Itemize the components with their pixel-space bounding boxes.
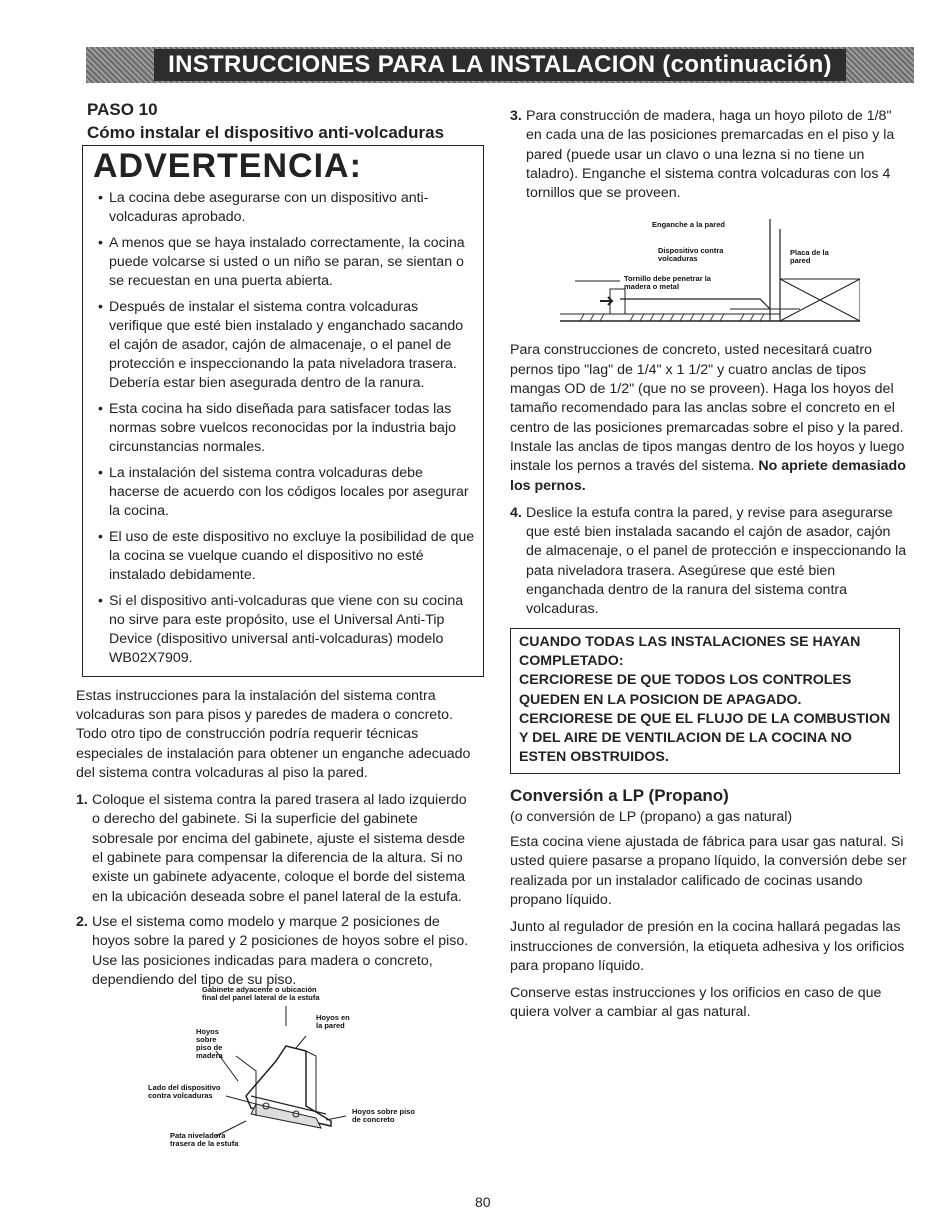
- step-title: Cómo instalar el dispositivo anti-volcaduras: [87, 123, 445, 142]
- warning-item: • Si el dispositivo anti-volcaduras que viene con su cocina no sirve para este propósito, use el Universal Anti-Tip Device (dispositivo universal anti-volcaduras) modelo WB02X7909.: [91, 592, 475, 668]
- warning-item: • La cocina debe asegurarse con un dispositivo anti-volcaduras aprobado.: [91, 189, 475, 227]
- page-number: 80: [475, 1194, 491, 1210]
- completion-notice-box: [510, 628, 900, 774]
- warning-item: • La instalación del sistema contra volcaduras debe hacerse de acuerdo con los códigos locales por asegurar la cocina.: [91, 464, 475, 521]
- step-text: Para construcción de madera, haga un hoyo piloto de 1/8" en cada una de las posiciones premarcadas en el piso y la pared (puede usar un clavo o una lezna si no tiene un taladro). Enganche el sistema contra volcaduras con los 4 tornillos que se proveen.: [526, 108, 895, 202]
- warning-title: ADVERTENCIA:: [93, 147, 362, 185]
- warning-item: • A menos que se haya instalado correctamente, la cocina puede volcarse si usted o un niño se paran, se sientan o se recuestan en una puerta abierta.: [91, 234, 475, 291]
- lp-subtitle: (o conversión de LP (propano) a gas natural): [510, 808, 793, 825]
- warning-item: • Después de instalar el sistema contra volcaduras verifique que esté bien instalado y enganchado sacando el cajón de asador, cajón de almacenaje, o el panel de protección e inspeccionando la pata niveladora trasera. Debería estar bien asegurada dentro de la ranura.: [91, 298, 475, 393]
- step-text: Use el sistema como modelo y marque 2 posiciones de hoyos sobre la pared y 2 posiciones de hoyos sobre el piso. Use las posiciones indicadas para madera o concreto, dependiendo del tipo de su piso.: [92, 913, 469, 988]
- step-num: 1.: [76, 792, 88, 809]
- warning-box: [82, 145, 484, 677]
- warning-item: • Esta cocina ha sido diseñada para satisfacer todas las normas sobre vuelcos reconocidas por la industria bajo circunstancias normales.: [91, 400, 475, 457]
- steps-list-right-2: [510, 504, 910, 620]
- warning-list: [91, 189, 475, 668]
- step-num: 2.: [76, 913, 88, 930]
- step-num: 3.: [510, 108, 522, 124]
- section-banner: [86, 47, 914, 83]
- wall-bracket-diagram: [560, 209, 860, 329]
- step-number-heading: PASO 10: [87, 100, 158, 119]
- step-item: [76, 913, 476, 990]
- right-column: [510, 107, 910, 1031]
- label-hoyos-concreto: Hoyos sobre piso de concreto: [352, 1107, 415, 1125]
- step-text: Deslice la estufa contra la pared, y revise para asegurarse que esté bien instalada sacando el cajón de asador, cajón de almacenaje, o el panel de protección e inspeccionando la pata niveladora trasera. Asegúrese que esté bien enganchada dentro de la ranura del sistema contra volcaduras.: [526, 504, 907, 618]
- label-placa: Placa de la pared: [790, 248, 829, 266]
- left-column: [76, 100, 476, 1149]
- step-item: [76, 791, 476, 907]
- lp-paragraph: Esta cocina viene ajustada de fábrica para usar gas natural. Si usted quiere pasarse a propano líquido, la conversión debe ser realizada por un instalador calificado de cocinas usando propano líquido.: [510, 834, 907, 908]
- label-pata: Pata niveladora trasera de la estufa: [170, 1131, 239, 1149]
- label-hoyos-madera: Hoyos sobre piso de madera: [196, 1027, 223, 1061]
- label-dispositivo: Dispositivo contra volcaduras: [658, 246, 724, 264]
- label-gabinete: Gabinete adyacente o ubicación final del panel lateral de la estufa: [202, 985, 320, 1003]
- step-text: Coloque el sistema contra la pared trasera al lado izquierdo o derecho del gabinete. Si la superficie del gabinete sobresale por encima del gabinete, ajuste el sistema desde el gabinete para compensar la diferencia de la altura. Si no existe un gabinete adyacente, coloque el borde del sistema en la ubicación deseada sobre el panel lateral de la estufa.: [92, 792, 467, 905]
- lp-paragraph: Conserve estas instrucciones y los orificios en caso de que quiera volver a cambiar al gas natural.: [510, 985, 882, 1021]
- steps-list: [76, 791, 476, 990]
- concrete-text: Para construcciones de concreto, usted necesitará cuatro pernos tipo "lag" de 1/4" x 1 1/2" y cuatro anclas de tipos mangas OD de 1/2" (que no se proveen). Haga los hoyos del tamaño recomendado para las anclas sobre el concreto en el centro de las posiciones premarcadas sobre el piso y la pared. Instale las anclas de tipos mangas dentro de los hoyos y luego instale los pernos a través del sistema.: [510, 342, 905, 475]
- label-enganche: Enganche a la pared: [652, 220, 725, 230]
- banner-title: INSTRUCCIONES PARA LA INSTALACION (continuación): [154, 49, 846, 81]
- lp-conversion-title: Conversión a LP (Propano): [510, 785, 729, 805]
- label-lado: Lado del dispositivo contra volcaduras: [148, 1083, 221, 1101]
- notice-line: CERCIORESE DE QUE EL FLUJO DE LA COMBUSTION Y DEL AIRE DE VENTILACION DE LA COCINA NO ESTEN OBSTRUIDOS.: [519, 710, 891, 766]
- concrete-paragraph: [510, 341, 910, 495]
- step-item: [510, 504, 910, 620]
- step-item: [510, 107, 910, 203]
- steps-list-right: [510, 107, 910, 203]
- notice-line: CERCIORESE DE QUE TODOS LOS CONTROLES QUEDEN EN LA POSICION DE APAGADO.: [519, 672, 852, 708]
- step-num: 4.: [510, 504, 522, 521]
- concrete-warning: No apriete demasiado los pernos.: [510, 458, 906, 494]
- notice-line: CUANDO TODAS LAS INSTALACIONES SE HAYAN COMPLETADO:: [519, 633, 861, 669]
- label-tornillo: Tornillo debe penetrar la madera o metal: [624, 274, 711, 292]
- intro-paragraph: Estas instrucciones para la instalación del sistema contra volcaduras son para pisos y paredes de madera o concreto. Todo otro tipo de construcción podría requerir técnicas especiales de instalación para obtener un enganche adecuado del sistema contra volcaduras al piso la pared.: [76, 687, 471, 781]
- floor-bracket-diagram: [148, 985, 416, 1149]
- label-hoyos-pared: Hoyos en la pared: [316, 1013, 350, 1031]
- lp-paragraph: Junto al regulador de presión en la cocina hallará pegadas las instrucciones de conversión, la etiqueta adhesiva y los orificios para propano líquido.: [510, 919, 905, 974]
- warning-item: • El uso de este dispositivo no excluye la posibilidad de que la cocina se vuelque cuando el dispositivo no esté instalado debidamente.: [91, 528, 475, 585]
